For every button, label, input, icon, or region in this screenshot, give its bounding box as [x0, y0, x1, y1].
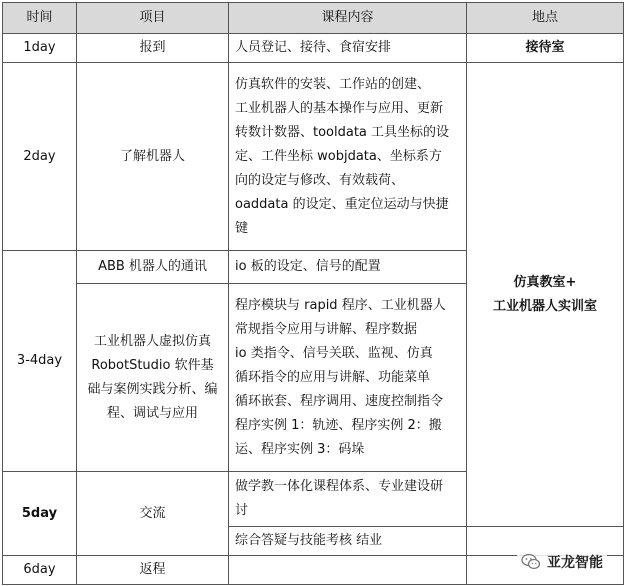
header-item: 项目 [77, 3, 229, 34]
day2-content-line: 定、工件坐标 wobjdata、坐标系方 [235, 148, 442, 164]
day5-content-a-line: 讨 [235, 503, 249, 518]
day2-content [229, 63, 467, 251]
day34-content-b [229, 284, 467, 472]
day1-time: 1day [3, 34, 77, 63]
day6-content-empty [229, 556, 467, 585]
day34-content-b-line: 程序实例 1：轨迹、程序实例 2：搬 [235, 417, 442, 433]
day34-item-b-line: 程、调试与应用 [106, 405, 198, 421]
header-content: 课程内容 [229, 3, 467, 34]
day34-item-b-line: 工业机器人虚拟仿真 [93, 333, 211, 349]
day34-item-a: ABB 机器人的通讯 [77, 251, 229, 284]
day2-content-line: 键 [235, 220, 249, 236]
day1-location: 接待室 [467, 34, 624, 63]
watermark-brand: 亚龙智能 [547, 555, 603, 571]
wechat-icon [521, 553, 541, 571]
day6-time: 6day [3, 556, 77, 585]
day34-time: 3-4day [3, 251, 77, 472]
day34-content-b-line: 常规指令应用与讲解、程序数据 [235, 321, 418, 337]
day6-item: 返程 [77, 556, 229, 585]
day5-content-a [229, 472, 467, 527]
day2-item: 了解机器人 [77, 63, 229, 251]
day2-time: 2day [3, 63, 77, 251]
shared-location-line: 工业机器人实训室 [492, 298, 597, 314]
day1-content: 人员登记、接待、食宿安排 [229, 34, 467, 63]
day2-content-line: oaddata 的设定、重定位运动与快捷 [235, 196, 449, 212]
day5-content-a-line: 做学教一体化课程体系、专业建设研 [235, 479, 444, 494]
day34-item-b-line: 础与案例实践分析、编 [87, 381, 218, 397]
header-location: 地点 [467, 3, 624, 34]
shared-location-line: 仿真教室+ [513, 274, 577, 290]
day1-item: 报到 [77, 34, 229, 63]
day34-content-b-line: io 类指令、信号关联、监视、仿真 [235, 345, 433, 361]
shared-location [467, 63, 624, 527]
day5-time: 5day [3, 472, 77, 556]
day34-content-b-line: 运、程序实例 3：码垛 [235, 441, 365, 457]
day5-content-b: 综合答疑与技能考核 结业 [229, 527, 467, 556]
day34-content-b-line: 循环嵌套、程序调用、速度控制指令 [235, 393, 444, 409]
row-day1 [3, 34, 624, 63]
row-day2 [3, 63, 624, 251]
day34-content-a: io 板的设定、信号的配置 [229, 251, 467, 284]
day34-item-b [77, 284, 229, 472]
watermark [517, 550, 607, 574]
header-row [3, 3, 624, 34]
day34-item-b-line: RobotStudio 软件基 [91, 357, 214, 373]
course-schedule-table [2, 2, 624, 585]
header-time: 时间 [3, 3, 77, 34]
day5-item: 交流 [77, 472, 229, 556]
day34-content-b-line: 循环指令的应用与讲解、功能菜单 [235, 369, 431, 385]
day2-content-line: 仿真软件的安装、工作站的创建、 [235, 76, 431, 92]
day2-content-line: 转数计数器、tooldata 工具坐标的设 [235, 124, 450, 140]
day34-content-b-line: 程序模块与 rapid 程序、工业机器人 [235, 297, 446, 313]
day2-content-line: 工业机器人的基本操作与应用、更新 [235, 100, 444, 116]
day2-content-line: 向的设定与修改、有效载荷、 [235, 172, 405, 188]
